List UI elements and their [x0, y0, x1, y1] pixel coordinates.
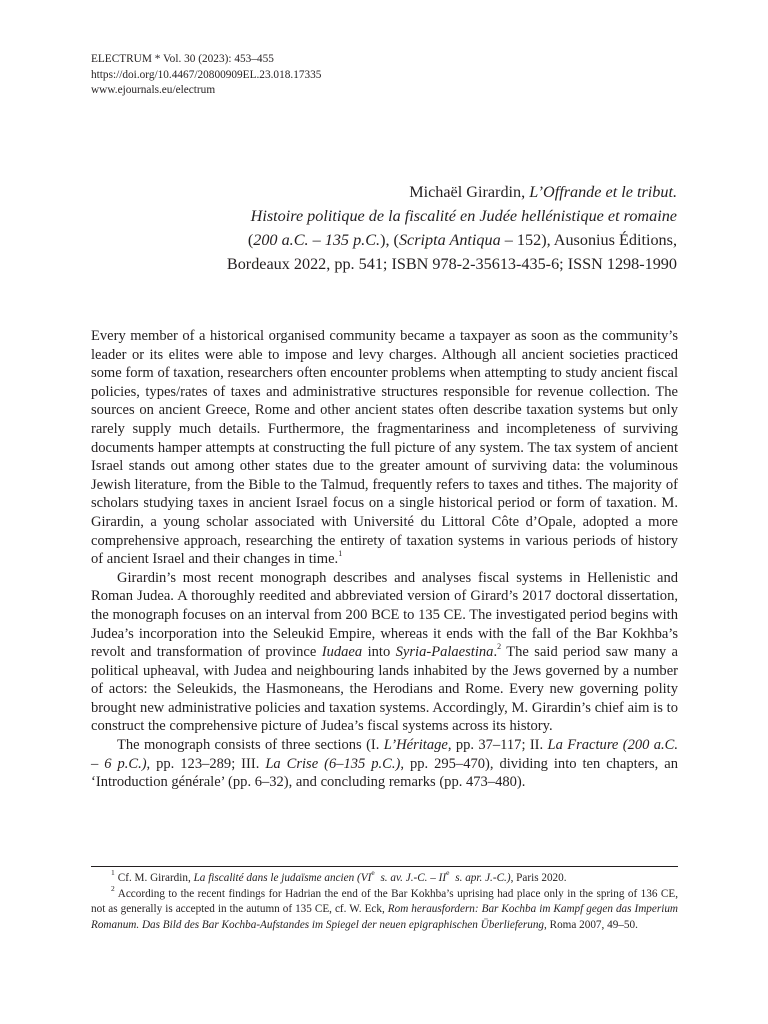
series-name: Scripta Antiqua	[398, 231, 501, 249]
doi-link[interactable]: https://doi.org/10.4467/20800909EL.23.018.17335	[91, 68, 322, 81]
title-line-2	[77, 204, 677, 228]
journal-citation	[91, 52, 321, 68]
book-title: L’Offrande et le tribut.	[529, 183, 677, 201]
title-line-4: Bordeaux 2022, pp. 541; ISBN 978-2-35613-435-6; ISSN 1298-1990	[226, 255, 677, 273]
title-line-1	[77, 180, 677, 204]
footnote-1: $^1$ Cf. M. Girardin, La fiscalité dans le judaïsme ancien (VIe s. av. J.-C. – IIe s. apr. J.-C.), Paris 2020.	[111, 868, 567, 884]
footnotes	[91, 868, 678, 933]
journal-header	[91, 52, 321, 99]
journal-name: ELECTRUM	[91, 53, 152, 65]
book-subtitle: Histoire politique de la fiscalité en Judée hellénistique et romaine	[250, 207, 677, 225]
paragraph-2: Girardin’s most recent monograph describes and analyses fiscal systems in Hellenistic and Roman Judea. A thoroughly reedited and abbreviated version of Girard’s 2017 doctoral dissertation, the monograph focuses on an interval from 200 BCE to 135 CE. The investigated period begins with Judea’s incorporation into the Seleukid Empire, whereas it ends with the fall of the Bar Kokhba’s revolt and transformation of province Iudaea into Syria-Palaestina.$^2$ The said period saw many a political upheaval, with Judea and neighbouring lands inhabited by the Jews governed by a number of actors: the Seleukids, the Hasmoneans, the Herodians and Rome. Every new governing polity brought new administrative policies and taxation systems. Accordingly, M. Girardin’s chief aim is to construct the comprehensive picture of Judea’s fiscal systems across its history.	[91, 569, 679, 735]
footnote-ref-2[interactable]: 2	[497, 642, 502, 652]
footnote-ref-1[interactable]: 1	[338, 549, 343, 559]
review-body	[91, 327, 678, 792]
author-name: Michaël Girardin,	[409, 183, 530, 201]
journal-volume: * Vol. 30 (2023): 453–455	[151, 53, 274, 65]
paragraph-3: The monograph consists of three sections (I. L’Héritage, pp. 37–117; II. La Fracture (200 a.C. – 6 p.C.), pp. 123–289; III. La Crise (6–135 p.C.), pp. 295–470), dividing into ten chapters, an ‘Introduction générale’ (pp. 6–32), and concluding remarks (pp. 473–480).	[91, 737, 678, 791]
paragraph-1: Every member of a historical organised community became a taxpayer as soon as the community’s leader or its elites were able to impose and levy charges. Although all ancient societies practiced some form of taxation, researchers often encounter problems when attempting to study ancient fiscal policies, types/rates of taxes and administrative structures responsible for revenue collection. The sources on ancient Greece, Rome and other ancient states often describe taxation systems but only rarely supply much details. Furthermore, the fragmentariness and incompleteness of surviving documents hamper attempts at constructing the full picture of any system. The tax system of ancient Israel stands out among other states due to the greater amount of surviving data: the voluminous Jewish literature, from the Bible to the Talmud, frequently refers to taxes and tithes. The majority of scholars studying taxes in ancient Israel focus on a single historical period or form of taxation. M. Girardin, a young scholar associated with Université du Littoral Côte d’Opale, adopted a more comprehensive approach, researching the entirety of taxation systems in various periods of history of ancient Israel and their changes in time.$^1$	[91, 328, 678, 568]
title-line-3: (200 a.C. – 135 p.C.), (Scripta Antiqua – 152), Ausonius Éditions,	[247, 231, 677, 249]
footnote-2: $^2$ According to the recent findings for Hadrian the end of the Bar Kokhba’s uprising had place only in the spring of 136 CE, not as generally is accepted in the autumn of 135 CE, cf. W. Eck, Rom herausfordern: Bar Kochba im Kampf gegen das Imperium Romanum. Das Bild des Bar Kochba-Aufstandes im Spiegel der neuen epigraphischen Überlieferung, Roma 2007, 49–50.	[91, 883, 678, 931]
website-link[interactable]: www.ejournals.eu/electrum	[91, 84, 216, 96]
review-title	[77, 180, 677, 276]
footnote-divider	[91, 866, 678, 867]
